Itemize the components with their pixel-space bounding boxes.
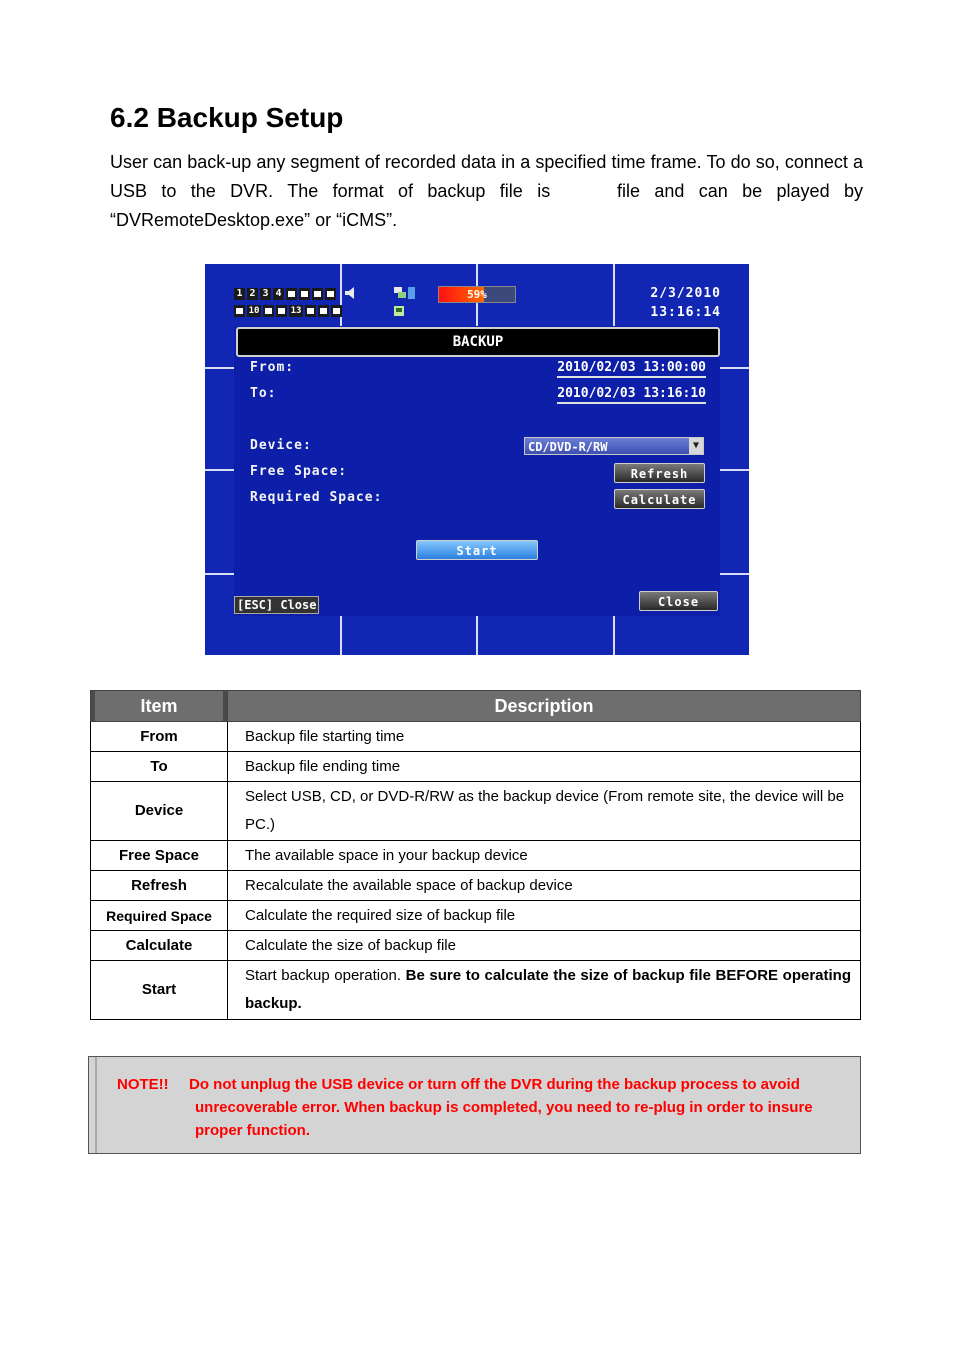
channel-2: 2 [247, 288, 258, 300]
chevron-down-icon[interactable]: ▼ [689, 438, 703, 454]
speaker-icon [344, 286, 358, 300]
row-description: Calculate the size of backup file [228, 931, 861, 961]
row-item: Start [91, 961, 228, 1020]
dvr-status-bar [205, 264, 749, 326]
channel-row-2 [234, 305, 342, 317]
grid-line [205, 573, 234, 575]
intro-part-1: User can back-up any segment of recorded data in a specified time frame. To do so, connect a USB to the DVR. The format of backup file is [110, 152, 863, 201]
calculate-button[interactable]: Calculate [614, 489, 705, 509]
device-select[interactable] [524, 437, 704, 455]
dvr-time: 13:16:14 [650, 305, 721, 320]
table-row [91, 961, 861, 1020]
close-button[interactable]: Close [639, 591, 718, 611]
table-header-row [91, 691, 861, 722]
channel-box-icon [312, 288, 323, 300]
row-item: From [91, 722, 228, 752]
table-row [91, 782, 861, 841]
channel-box-icon [234, 305, 245, 317]
dialog-title: BACKUP [236, 327, 720, 357]
header-item: Item [91, 691, 228, 722]
table-row [91, 901, 861, 931]
esc-close-hint: [ESC] Close [234, 596, 319, 614]
row-item: Device [91, 782, 228, 841]
row-item: Calculate [91, 931, 228, 961]
row-item: Free Space [91, 841, 228, 871]
row-description: Recalculate the available space of backup device [228, 871, 861, 901]
record-icon [393, 305, 405, 317]
note-box [88, 1056, 861, 1154]
row-description-plain: Start backup operation. [245, 967, 401, 984]
row-description: Backup file ending time [228, 752, 861, 782]
channel-box-icon [318, 305, 329, 317]
required-space-label: Required Space: [250, 490, 383, 505]
note-divider [95, 1057, 97, 1153]
grid-line [205, 469, 234, 471]
device-select-value: CD/DVD-R/RW [528, 440, 608, 454]
grid-line [720, 367, 749, 369]
header-description: Description [228, 691, 861, 722]
intro-paragraph [110, 148, 863, 235]
free-space-label: Free Space: [250, 464, 348, 479]
row-item: Refresh [91, 871, 228, 901]
refresh-button[interactable]: Refresh [614, 463, 705, 483]
row-description: Select USB, CD, or DVD-R/RW as the backup device (From remote site, the device will be PC.) [228, 782, 861, 841]
row-description: The available space in your backup device [228, 841, 861, 871]
note-text: Do not unplug the USB device or turn off the DVR during the backup process to avoid unrecoverable error. When backup is completed, you need to re-plug in order to insure proper function. [189, 1076, 813, 1139]
channel-box-icon [299, 288, 310, 300]
channel-3: 3 [260, 288, 271, 300]
channel-row-1 [234, 288, 336, 300]
intro-part-2: file and can be played by “DVRemoteDesktop.exe” or “iCMS”. [110, 181, 863, 230]
backup-items-table [90, 690, 861, 1020]
grid-line [720, 573, 749, 575]
row-description-bold: Be sure to calculate the size of backup file BEFORE operating backup. [245, 967, 852, 1012]
to-datetime-field[interactable]: 2010/02/03 13:16:10 [557, 386, 706, 404]
table-row [91, 841, 861, 871]
channel-4: 4 [273, 288, 284, 300]
channel-box-icon [331, 305, 342, 317]
channel-13: 13 [290, 306, 302, 316]
note-label: NOTE!! [117, 1076, 169, 1093]
dvr-date: 2/3/2010 [650, 286, 721, 301]
to-label: To: [250, 386, 277, 401]
channel-box-icon [305, 305, 316, 317]
row-description: Calculate the required size of backup file [228, 901, 861, 931]
hdd-usage-bar [438, 286, 516, 303]
channel-box-icon [276, 305, 287, 317]
table-row [91, 722, 861, 752]
dvr-backup-screenshot [205, 264, 749, 655]
row-item: To [91, 752, 228, 782]
channel-10: 10 [248, 306, 260, 316]
backup-dialog [234, 326, 720, 616]
channel-box-icon [286, 288, 297, 300]
network-icon [393, 286, 417, 300]
section-heading: 6.2 Backup Setup [110, 102, 344, 133]
row-description: Backup file starting time [228, 722, 861, 752]
from-label: From: [250, 360, 295, 375]
table-row [91, 752, 861, 782]
device-label: Device: [250, 438, 312, 453]
start-button[interactable]: Start [416, 540, 538, 560]
table-row [91, 871, 861, 901]
hdd-usage-label: 59% [467, 288, 487, 301]
grid-line [720, 469, 749, 471]
table-row [91, 931, 861, 961]
row-item: Required Space [91, 901, 228, 931]
channel-1: 1 [234, 288, 245, 300]
channel-box-icon [263, 305, 274, 317]
from-datetime-field[interactable]: 2010/02/03 13:00:00 [557, 360, 706, 378]
row-description [228, 961, 861, 1020]
grid-line [205, 367, 234, 369]
channel-box-icon [325, 288, 336, 300]
